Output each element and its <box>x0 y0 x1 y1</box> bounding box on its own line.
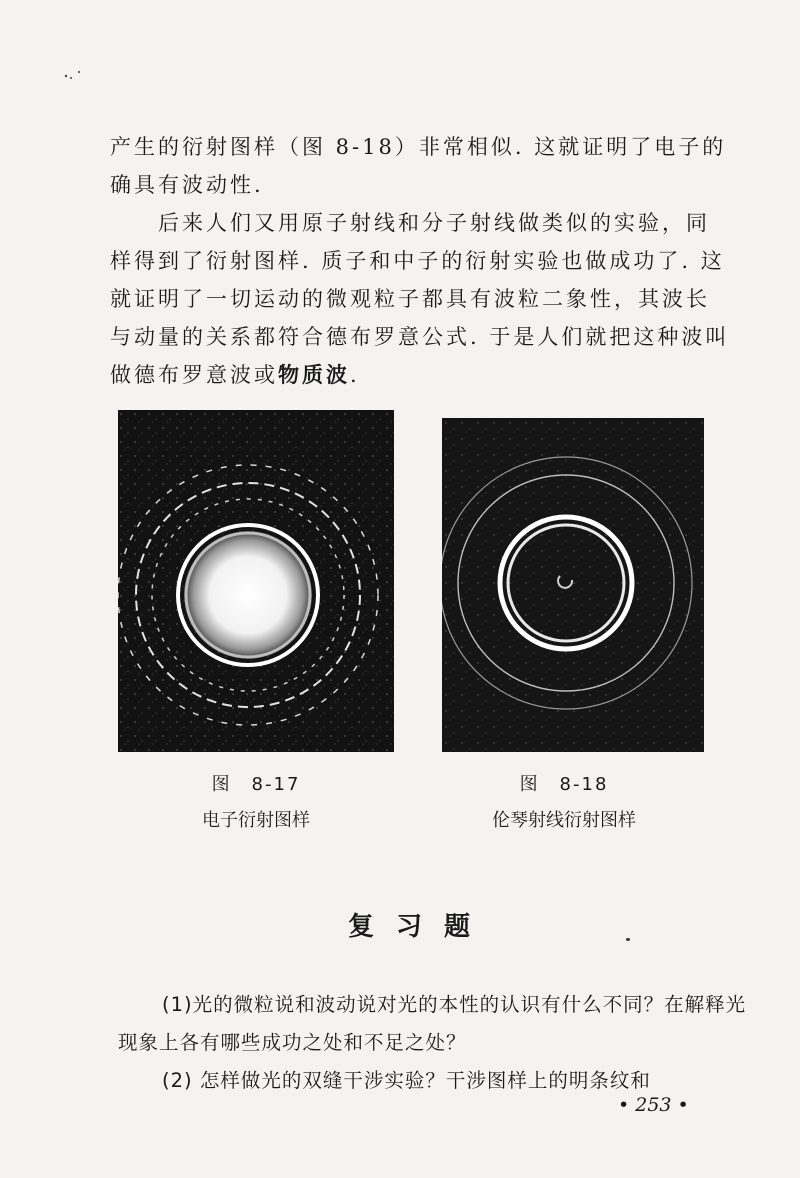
figure-title: 电子衍射图样 <box>202 810 310 831</box>
review-question: (2) 怎样做光的双缝干涉实验？干涉图样上的明条纹和 <box>162 1069 651 1092</box>
page-number: • 253 • <box>618 1094 689 1116</box>
figure-number: 图 8-17 <box>211 774 301 795</box>
figure-xray-diffraction <box>442 418 704 752</box>
review-question: (1)光的微粒说和波动说对光的本性的认识有什么不同？在解释光现象上各有哪些成功之处和不足之处？ <box>118 993 747 1054</box>
figure-title: 伦琴射线衍射图样 <box>492 810 636 831</box>
electron-diffraction-image <box>118 410 394 752</box>
section-title-review: 复习题 <box>347 912 492 942</box>
paragraph-text: 后来人们又用原子射线和分子射线做类似的实验，同样得到了衍射图样. 质子和中子的衍射实验也做成功了. 这就证明了一切运动的微观粒子都具有波粒二象性，其波长与动量的关系都符合德布罗意公式. 于是人们就把这种波叫做德布罗意波或 <box>110 211 730 387</box>
ink-speck <box>626 938 630 941</box>
xray-diffraction-image <box>442 418 704 752</box>
figure-electron-diffraction <box>118 410 394 752</box>
paragraph-matter-waves <box>110 204 730 394</box>
paragraph-end: . <box>350 363 360 387</box>
figure-number: 图 8-18 <box>519 774 609 795</box>
ink-specks <box>64 70 84 80</box>
paragraph-continuation: 产生的衍射图样（图 8-18）非常相似. 这就证明了电子的确具有波动性. <box>110 135 727 197</box>
term-matter-wave: 物质波 <box>278 362 350 387</box>
